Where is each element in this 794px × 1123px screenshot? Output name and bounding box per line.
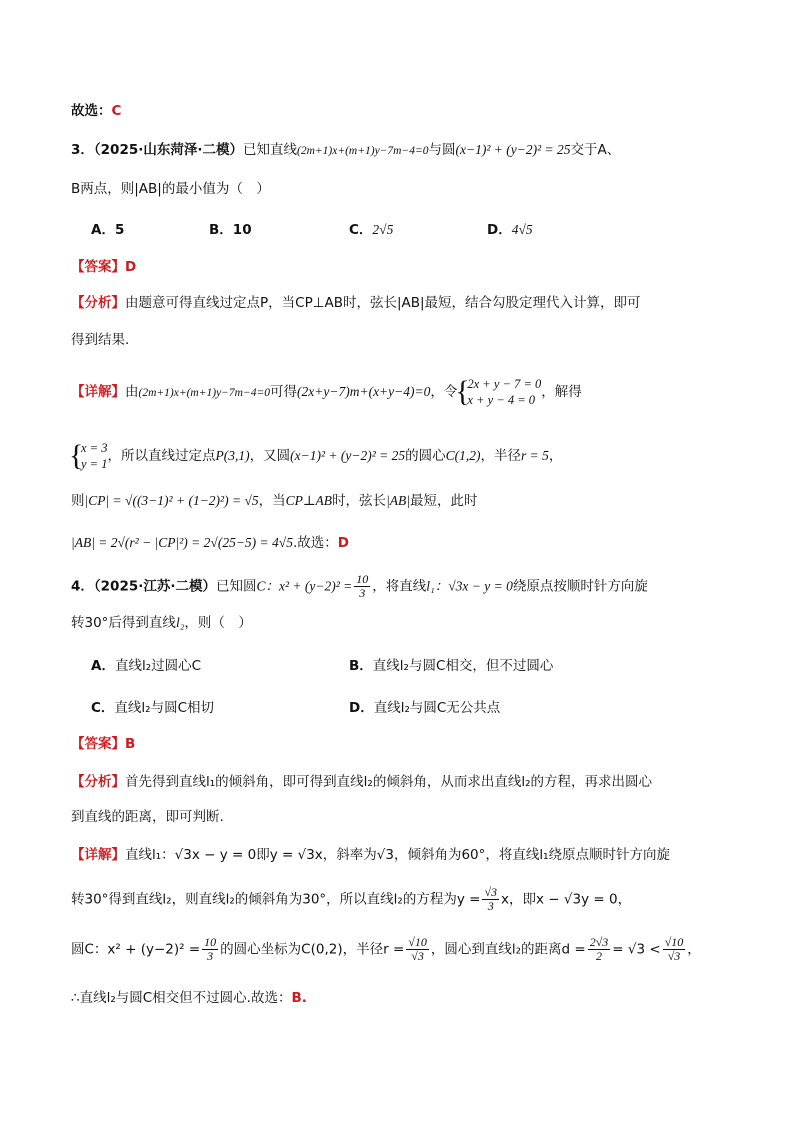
q3-detail-2c: ，又圆 bbox=[249, 448, 291, 464]
q4-option-c-value: 直线l₂与圆C相切 bbox=[114, 700, 215, 716]
q3-stem-line2 bbox=[71, 179, 270, 199]
q3-stem-c: 交于A、 bbox=[570, 142, 621, 158]
q3-detail-1f: ，解得 bbox=[541, 384, 582, 400]
q3-detail-3a: 则 bbox=[71, 493, 85, 509]
q4-option-d-label: D． bbox=[349, 700, 374, 716]
q3-detail-3d: CP⊥AB bbox=[285, 493, 333, 508]
q4-detail-3d: = √3 < bbox=[612, 941, 661, 958]
q3-detail-label: 【详解】 bbox=[71, 384, 125, 400]
q4-detail-line1 bbox=[71, 845, 670, 865]
q4-f4-den: √3 bbox=[667, 949, 681, 963]
q4-analysis-line1 bbox=[71, 772, 652, 792]
q3-system-equations bbox=[457, 376, 541, 408]
q4-circle-equation: x² + (y−2)² = bbox=[279, 578, 353, 594]
q4-stem-line2 bbox=[71, 613, 252, 633]
q3-option-d-value: 4√5 bbox=[511, 222, 533, 237]
q4-stem-g: l₂ bbox=[175, 615, 185, 630]
q4-f2-den: √3 bbox=[411, 949, 424, 963]
q4-number: 4． bbox=[71, 578, 94, 595]
q3-analysis-line1 bbox=[71, 293, 641, 313]
q4-analysis-text2: 到直线的距离，即可判断. bbox=[71, 809, 224, 825]
q3-detail-1d: (2x+y−7)m+(x+y−4)=0 bbox=[297, 384, 431, 399]
q3-system-solution bbox=[71, 440, 107, 472]
q3-detail-3g: 最短，此时 bbox=[409, 493, 478, 509]
q3-detail-2f: C(1,2) bbox=[445, 448, 481, 463]
q4-stem-c: ，将直线 bbox=[372, 578, 427, 595]
q3-option-d bbox=[487, 220, 533, 240]
q3-solution-y: y = 1 bbox=[81, 457, 108, 471]
q3-solution-x: { x = 3 bbox=[81, 441, 108, 455]
q4-stem-a: 已知圆 bbox=[216, 578, 257, 595]
q4-option-b-label: B． bbox=[349, 658, 373, 674]
q4-stem-h: ，则（ ） bbox=[184, 615, 252, 631]
q4-detail-3c: ，圆心到直线l₂的距离d = bbox=[430, 941, 586, 958]
q4-stem-line1 bbox=[71, 573, 648, 600]
q3-option-b bbox=[209, 220, 252, 240]
q3-source: （2025·山东菏泽·二模） bbox=[93, 142, 243, 158]
q3-detail-line3 bbox=[71, 491, 477, 511]
q3-answer-value: D bbox=[125, 259, 137, 275]
q3-detail-1e: ，令 bbox=[430, 384, 458, 400]
q3-option-c bbox=[349, 220, 393, 240]
q4-stem-d: l₁：√3x − y = 0 bbox=[426, 578, 513, 594]
q4-radius-sq-fraction bbox=[202, 936, 218, 963]
q3-option-c-value: 2√5 bbox=[372, 222, 394, 237]
q3-line-equation: (2m+1)x+(m+1)y−7m−4=0 bbox=[297, 145, 429, 157]
q3-option-b-value: 10 bbox=[232, 222, 252, 238]
q4-detail-line2 bbox=[71, 886, 631, 913]
q3-analysis-text2: 得到结果. bbox=[71, 332, 130, 348]
q3-detail-4b: .故选： bbox=[292, 535, 338, 551]
q4-slope-num: √3 bbox=[484, 885, 498, 899]
q4-option-c-label: C． bbox=[91, 700, 115, 716]
q4-fraction-den: 3 bbox=[359, 586, 366, 600]
q3-detail-3e: 时，弦长 bbox=[332, 493, 387, 509]
q3-detail-2e: 的圆心 bbox=[405, 448, 446, 464]
q4-radius-fraction bbox=[406, 936, 429, 963]
q3-detail-4a: |AB| = 2√(r² − |CP|²) = 2√(25−5) = 4√5 bbox=[71, 535, 293, 550]
q4-detail-3a: 圆C：x² + (y−2)² = bbox=[71, 941, 201, 958]
q4-option-a-label: A． bbox=[91, 658, 115, 674]
q3-detail-1a: 由 bbox=[125, 384, 139, 400]
q3-detail-line4 bbox=[71, 533, 349, 553]
q3-detail-2a: ，所以直线过定点 bbox=[107, 448, 216, 464]
q4-f1-num: 10 bbox=[204, 935, 217, 949]
q3-stem-a: 已知直线 bbox=[243, 142, 297, 158]
prev-answer bbox=[71, 101, 121, 121]
q3-detail-2i: ， bbox=[548, 448, 563, 464]
q3-analysis-line2 bbox=[71, 330, 129, 350]
q3-detail-3c: ，当 bbox=[258, 493, 286, 509]
q4-option-a-value: 直线l₂过圆心C bbox=[114, 658, 202, 674]
q3-detail-2b: P(3,1) bbox=[215, 448, 250, 463]
q4-detail-line3 bbox=[71, 936, 701, 963]
prev-answer-label: 故选： bbox=[71, 103, 112, 119]
q4-answer bbox=[71, 734, 135, 754]
q4-detail-3e: ， bbox=[687, 941, 701, 958]
q4-slope-den: 3 bbox=[487, 899, 494, 913]
q4-option-c bbox=[91, 698, 214, 718]
q3-analysis-label: 【分析】 bbox=[71, 295, 125, 311]
q4-fraction bbox=[354, 573, 370, 600]
q4-detail-2b: x，即x − √3y = 0， bbox=[501, 891, 632, 908]
q4-option-b-value: 直线l₂与圆C相交，但不过圆心 bbox=[372, 658, 554, 674]
q4-stem-e: 绕原点按顺时针方向旋 bbox=[512, 578, 648, 595]
q4-stem-b: C： bbox=[256, 578, 280, 594]
q4-source: （2025·江苏·二模） bbox=[93, 578, 216, 595]
q3-answer bbox=[71, 257, 136, 277]
q3-detail-line2 bbox=[71, 440, 562, 472]
q3-option-a-value: 5 bbox=[114, 222, 125, 238]
q3-detail-4c: D bbox=[337, 535, 349, 551]
q3-stem-d: B两点，则|AB|的最小值为（ ） bbox=[71, 181, 270, 197]
q4-detail-3b: 的圆心坐标为C(0,2)，半径r = bbox=[220, 941, 405, 958]
q4-option-a bbox=[91, 656, 201, 676]
q4-f3-den: 2 bbox=[596, 949, 602, 963]
q4-detail-2a: 转30°得到直线l₂，则直线l₂的倾斜角为30°，所以直线l₂的方程为y = bbox=[71, 891, 481, 908]
q4-f1-den: 3 bbox=[207, 949, 214, 963]
q4-f4-num: √10 bbox=[664, 935, 684, 949]
q3-detail-2h: r = 5 bbox=[521, 448, 549, 463]
q4-detail-4b: B. bbox=[291, 990, 307, 1006]
q4-answer-value: B bbox=[125, 736, 136, 752]
q4-stem-f: 转30°后得到直线 bbox=[71, 615, 176, 631]
prev-answer-value: C bbox=[111, 103, 122, 119]
q3-detail-2g: ，半径 bbox=[480, 448, 521, 464]
q3-detail-3b: |CP| = √((3−1)² + (1−2)²) = √5 bbox=[84, 493, 259, 508]
q4-f2-num: √10 bbox=[408, 935, 427, 949]
q3-analysis-text1: 由题意可得直线过定点P，当CP⊥AB时，弦长|AB|最短，结合勾股定理代入计算，即可 bbox=[125, 295, 641, 311]
q3-option-d-label: D． bbox=[487, 222, 512, 238]
q4-detail-label: 【详解】 bbox=[71, 847, 125, 863]
q3-stem-b: 与圆 bbox=[428, 142, 456, 158]
q3-detail-2d: (x−1)² + (y−2)² = 25 bbox=[290, 448, 406, 463]
q4-option-b bbox=[349, 656, 553, 676]
q4-option-d bbox=[349, 698, 500, 718]
q4-detail-1: 直线l₁：√3x − y = 0即y = √3x，斜率为√3，倾斜角为60°，将直线l₁绕原点顺时针方向旋 bbox=[125, 847, 671, 863]
q4-answer-label: 【答案】 bbox=[71, 736, 125, 752]
q3-option-c-label: C． bbox=[349, 222, 373, 238]
q4-f3-num: 2√3 bbox=[589, 935, 609, 949]
q4-slope-fraction bbox=[482, 886, 499, 913]
q4-detail-4a: ∴直线l₂与圆C相交但不过圆心.故选： bbox=[71, 990, 292, 1006]
q3-option-a-label: A． bbox=[91, 222, 115, 238]
q3-detail-line1 bbox=[71, 376, 582, 408]
q3-number: 3． bbox=[71, 142, 94, 158]
q3-option-b-label: B． bbox=[209, 222, 233, 238]
q4-analysis-line2 bbox=[71, 807, 224, 827]
q4-analysis-label: 【分析】 bbox=[71, 774, 125, 790]
q3-detail-3f: |AB| bbox=[386, 493, 410, 508]
q4-analysis-text1: 首先得到直线l₁的倾斜角，即可得到直线l₂的倾斜角，从而求出直线l₂的方程，再求出圆心 bbox=[125, 774, 652, 790]
q4-option-d-value: 直线l₂与圆C无公共点 bbox=[373, 700, 501, 716]
q3-answer-label: 【答案】 bbox=[71, 259, 125, 275]
q3-detail-1b: (2m+1)x+(m+1)y−7m−4=0 bbox=[138, 387, 271, 399]
q3-system-eq2: x + y − 4 = 0 bbox=[467, 393, 536, 407]
q4-detail-line4 bbox=[71, 988, 307, 1008]
q3-stem-line1 bbox=[71, 140, 620, 161]
q4-distance-fraction bbox=[588, 936, 611, 963]
q4-compare-fraction bbox=[663, 936, 686, 963]
q3-detail-1c: 可得 bbox=[270, 384, 298, 400]
q3-circle-equation: (x−1)² + (y−2)² = 25 bbox=[455, 142, 571, 157]
q4-fraction-num: 10 bbox=[356, 572, 369, 586]
q3-option-a bbox=[91, 220, 124, 240]
q3-system-eq1: { 2x + y − 7 = 0 bbox=[467, 377, 542, 391]
